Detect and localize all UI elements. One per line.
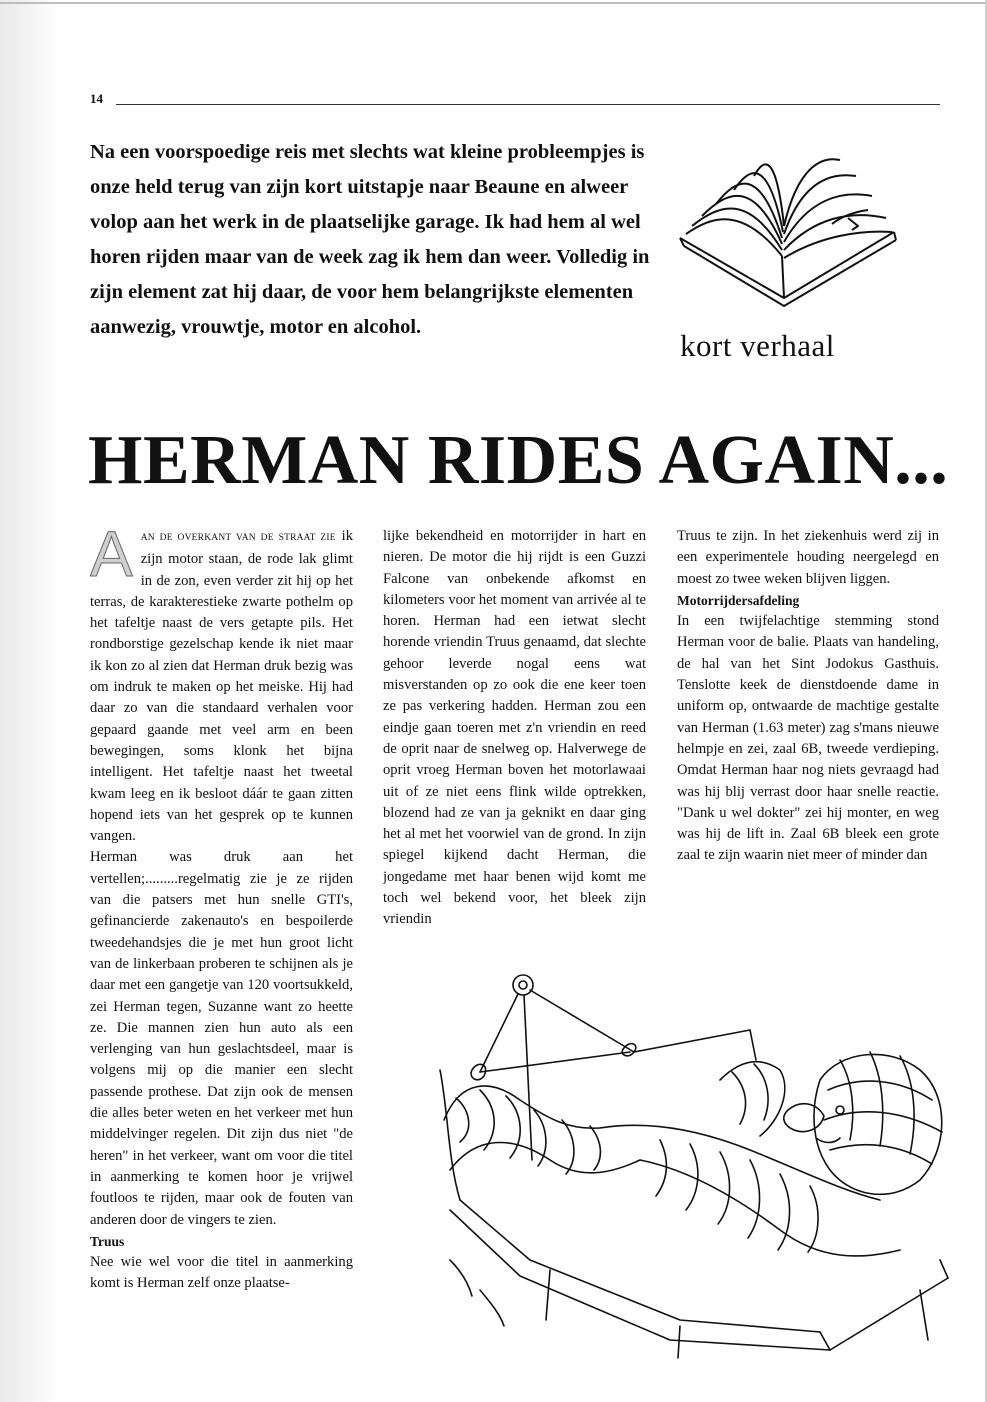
paragraph-6: In een twijfelachtige stemming stond Herman voor de balie. Plaats van handeling, de hal van het Sint Jodokus Gasthuis. Tenslotte keek de dienstdoende dame in uniform op, ontwaarde de machtige gestalte van Herman (1.63 meter) zag s'mans nieuwe helmpje en zei, zaal 6B, tweede verdieping. Omdat Herman haar nog niets gevraagd had was hij blij verrast door haar snelle reactie. "Dank u wel dokter" zei hij monter, en weg was hij de lift in. Zaal 6B bleek een grote zaal te zijn waarin niet meer of minder dan [677, 613, 939, 864]
article-column-2 [383, 526, 646, 946]
article-column-1 [90, 526, 353, 1371]
subhead-truus: Truus [90, 1233, 125, 1249]
page-edge-shadow [0, 0, 60, 1402]
article-headline: HERMAN RIDES AGAIN... [88, 422, 949, 499]
header-rule [116, 104, 940, 105]
intro-paragraph: Na een voorspoedige reis met slechts wat kleine probleempjes is onze held terug van zijn kort uitstapje naar Beaune en alweer volop aan het werk in de plaatselijke garage. Ik had hem al wel horen rijden maar van de week zag ik hem dan weer. Volledig in zijn element zat hij daar, de voor hem belangrijkste elementen aanwezig, vrouwtje, motor en alcohol. [90, 141, 650, 338]
paragraph-2: Herman was druk aan het vertellen;.........regelmatig zie je ze rijden van die patsers met hun snelle GTI's, gefinancierde zakenauto's en bespoilerde tweedehandsjes die je met hun groot licht van de linkerbaan proberen te schijnen als je daar met een gangetje van 120 voortsukkeld, zei Herman tegen, Suzanne want zo heette ze. Die mannen zien hun auto als een verlenging van hun geslachtsdeel, maar is volgens mij op die manier een slecht passende prothese. Dat zijn ook de mensen die alles beter weten en het verkeer met hun middelvinger regelen. Dit zijn dus niet "de heren" in het verkeer, want om voor die titel in aanmerking te komen hoor je vrijwel foutloos te rijden, maar ook de fouten van anderen door de vingers te zien. [90, 849, 353, 1228]
paragraph-1-text: ik zijn motor staan, de rode lak glimt in de zon, even verder zit hij op het terras, de karakterestieke zwarte pothelm op het tafeltje naast de vers getapte pils. Het rondborstige gezelschap kende ik niet maar ik kon zo al zien dat Herman druk bezig was om indruk te maken op het meiske. Hij had daar zo van die standaard verhalen voor gepaard gaande met veel arm en been bewegingen, soms klonk het bijna intelligent. Het tafeltje naast het tweetal kwam leeg en ik besloot dáár te gaan zitten hopend iets van het gesprek op te kunnen vangen. [90, 528, 353, 845]
lead-in-caps: AN DE OVERKANT VAN DE STRAAT ZIE [140, 533, 336, 543]
patient-in-traction-icon [420, 960, 960, 1370]
paragraph-5: Truus te zijn. In het ziekenhuis werd zij in een experimentele houding neergelegd en moest zo twee weken blijven liggen. [677, 528, 939, 587]
paragraph-4: lijke bekendheid en motorrijder in hart en nieren. De motor die hij rijdt is een Guzzi Falcone van onbekende afkomst en kilometers voor het moment van arrivée al te horen. Herman had een ietwat slecht horende vriendin Truus genaamd, dat slechte gehoor leverde nogal eens wat misverstanden op zo ook die ene keer toen ze pas verkering hadden. Herman zou een eindje gaan toeren met z'n vriendin en reed de oprit naar de snelweg op. Halverwege de oprit vroeg Herman boven het motorlawaai uit of ze niet eens flink wilde optrekken, blozend had ze van ja geknikt en daar ging het al met het voorwiel van de grond. In zijn spiegel kijkend dacht Herman, die jongedame met haar benen wijd komt me toch wel bekend voor, het bleek zijn vriendin [383, 528, 646, 928]
page-number: 14 [90, 91, 103, 106]
drop-cap: A [90, 526, 133, 590]
open-book-icon [672, 146, 902, 316]
paragraph-3: Nee wie wel voor die titel in aanmerking komt is Herman zelf onze plaatse- [90, 1254, 353, 1292]
article-column-3 [677, 526, 939, 946]
scan-top-edge [0, 2, 987, 4]
section-label: kort verhaal [680, 328, 835, 363]
subhead-motorrijdersafdeling: Motorrijdersafdeling [677, 592, 800, 608]
